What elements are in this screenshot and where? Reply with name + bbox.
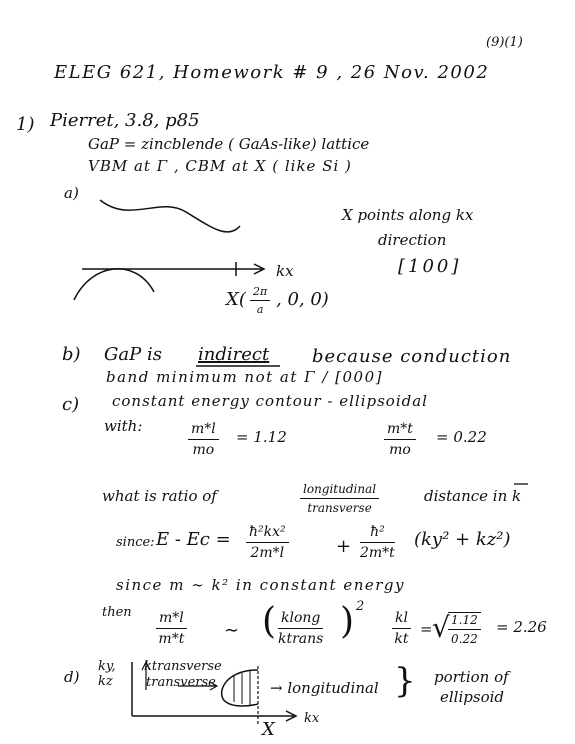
- x-point-fraction-num: 2π: [250, 285, 270, 301]
- mt-den: mo: [389, 442, 411, 458]
- x-direction-note-2: direction: [378, 231, 447, 249]
- valence-band-curve: [74, 269, 154, 300]
- left-paren: (: [262, 601, 277, 642]
- miller-index: [100]: [398, 256, 462, 277]
- axis-ky: ky,: [98, 659, 116, 674]
- then-label: then: [102, 605, 132, 620]
- transverse-label: transverse: [146, 675, 216, 690]
- mass-ratio-den: m*t: [158, 631, 185, 647]
- with-label: with:: [104, 417, 143, 435]
- x-point-marker: X: [262, 719, 275, 740]
- right-paren: ): [340, 601, 355, 642]
- right-brace: }: [394, 661, 416, 701]
- dispersion-term-2-tail: (ky² + kz²): [414, 529, 511, 550]
- k-axis-label: kx: [276, 262, 294, 280]
- k-ratio-num: klong: [278, 610, 323, 629]
- conduction-band-curve: [100, 200, 240, 232]
- axis-kz: kz: [98, 674, 113, 689]
- part-d-label: d): [64, 668, 80, 686]
- question-post: distance in k: [424, 487, 522, 505]
- ellipsoid-portion: [222, 670, 258, 706]
- kt-den: kt: [394, 631, 409, 647]
- mass-ratio-num: m*l: [156, 610, 187, 629]
- dispersion-plus: +: [336, 536, 352, 557]
- dispersion-term-1-den: 2m*l: [250, 545, 285, 561]
- lattice-line: GaP = zincblende ( GaAs-like) lattice: [88, 135, 370, 153]
- ml-den: mo: [192, 442, 215, 458]
- kl-equals: =: [420, 620, 433, 638]
- question-den: transverse: [307, 501, 372, 515]
- dispersion-term-2: [360, 524, 395, 561]
- x-point-fraction: [250, 285, 270, 316]
- dispersion-term-1: [246, 524, 289, 561]
- longitudinal-arrow-label: → longitudinal: [270, 679, 379, 697]
- x-direction-note-1: X points along kx: [342, 206, 474, 224]
- sqrt-den: 0.22: [451, 632, 478, 646]
- question-num: longitudinal: [300, 482, 379, 499]
- mass-ratio: [156, 610, 187, 647]
- page-title: ELEG 621, Homework # 9 , 26 Nov. 2002: [54, 62, 490, 83]
- kx-axis-label: kx: [304, 711, 320, 726]
- page-number: (9)(1): [486, 35, 523, 50]
- problem-source: Pierret, 3.8, p85: [50, 110, 200, 131]
- k-ratio-power: 2: [356, 599, 365, 614]
- d-kx-arrowhead: [286, 711, 296, 721]
- sqrt-num: 1.12: [448, 612, 481, 630]
- k-transverse-label: ktransverse: [144, 659, 222, 674]
- k-axis-arrowhead: [254, 264, 264, 274]
- question-pre: what is ratio of: [102, 487, 217, 505]
- band-edges-line: VBM at Γ , CBM at X ( like Si ): [88, 157, 352, 175]
- part-b-text-2: band minimum not at Γ / [000]: [106, 368, 383, 386]
- dispersion-term-2-num: ħ²: [360, 524, 395, 543]
- question-fraction: [300, 482, 379, 515]
- part-b-text-1b: because conduction: [312, 346, 512, 367]
- portion-note-1: portion of: [434, 668, 509, 686]
- dispersion-term-2-den: 2m*t: [360, 545, 395, 561]
- mt-num: m*t: [384, 421, 416, 440]
- part-b-text-1a: GaP is: [104, 344, 162, 365]
- k-ratio-den: ktrans: [278, 631, 324, 647]
- dispersion-lhs: E - Ec =: [156, 529, 231, 550]
- part-c-text-1: constant energy contour - ellipsoidal: [112, 392, 428, 410]
- dispersion-term-1-num: ħ²kx²: [246, 524, 289, 543]
- mt-value: = 0.22: [436, 428, 487, 446]
- part-c-label: c): [62, 394, 80, 415]
- ml-fraction: [188, 421, 219, 458]
- sqrt-symbol: √: [432, 611, 450, 644]
- k-ratio: [278, 610, 323, 647]
- part-a-label: a): [64, 184, 79, 202]
- part-b-label: b): [62, 344, 81, 365]
- x-point-suffix: , 0, 0): [276, 289, 329, 310]
- sqrt-fraction: [448, 612, 481, 646]
- x-point-prefix: X(: [226, 289, 246, 310]
- kl-num: kl: [392, 610, 411, 629]
- x-point-fraction-den: a: [256, 303, 264, 316]
- proportional-sign: ∼: [224, 620, 240, 641]
- part-b-indirect: indirect: [198, 344, 270, 365]
- portion-note-2: ellipsoid: [440, 688, 504, 706]
- ratio-result: = 2.26: [496, 618, 547, 636]
- mt-fraction: [384, 421, 416, 458]
- since-2: since m ∼ k² in constant energy: [116, 576, 406, 594]
- since-1: since:: [116, 535, 155, 550]
- kl-kt-ratio: [392, 610, 411, 647]
- problem-number: 1): [16, 114, 35, 135]
- ml-num: m*l: [188, 421, 219, 440]
- ml-value: = 1.12: [236, 428, 287, 446]
